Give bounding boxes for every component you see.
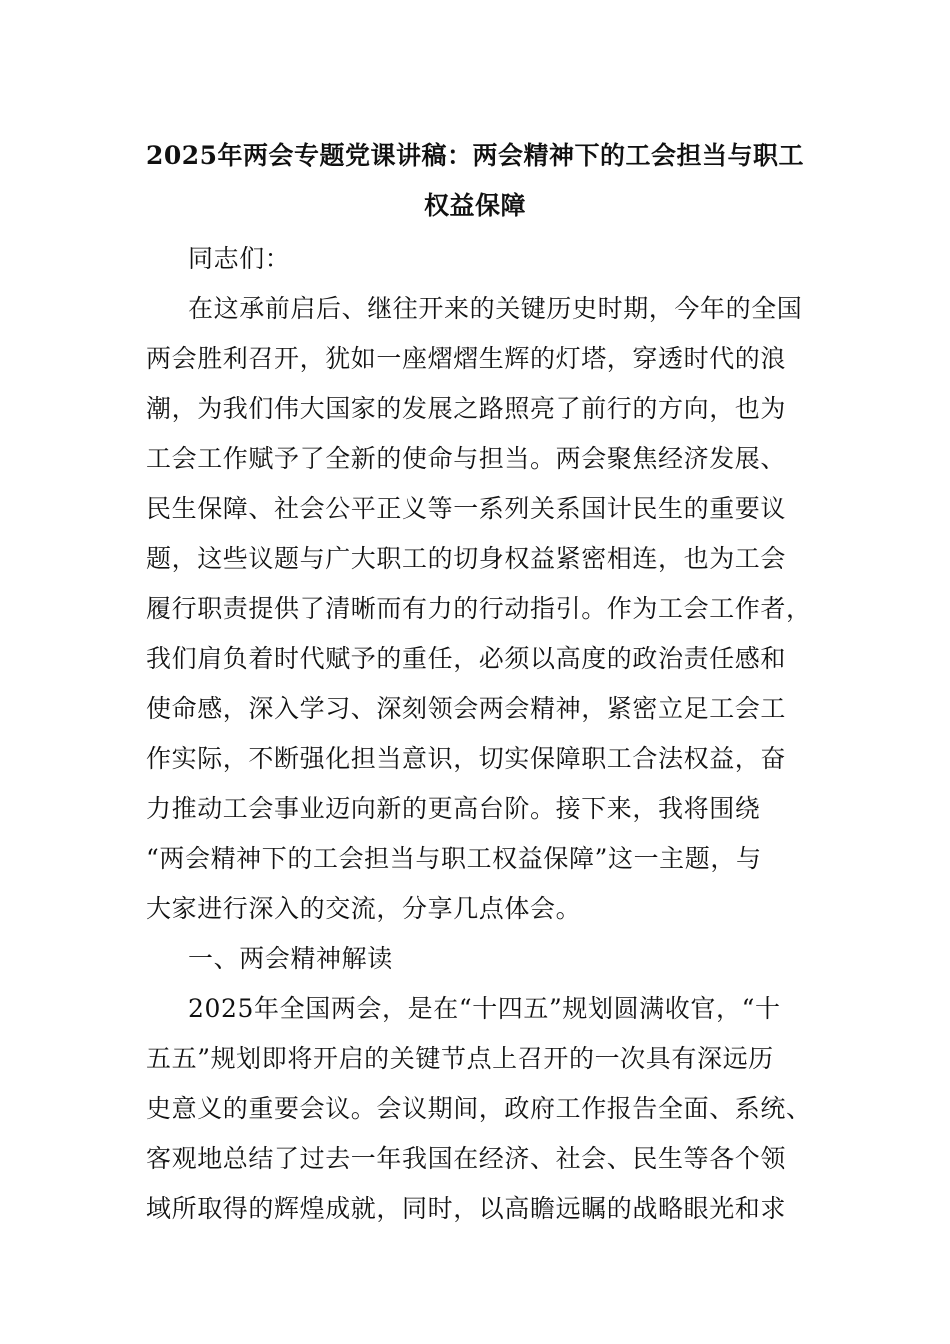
paragraph-2-line: 五五”规划即将开启的关键节点上召开的一次具有深远历 — [146, 1044, 774, 1073]
paragraph-1-line: 题，这些议题与广大职工的切身权益紧密相连，也为工会 — [146, 544, 787, 573]
document-title-line-1: 2025年两会专题党课讲稿：两会精神下的工会担当与职工 — [145, 141, 805, 170]
paragraph-1-line: 工会工作赋予了全新的使命与担当。两会聚焦经济发展、 — [146, 444, 787, 473]
paragraph-1-line: 大家进行深入的交流，分享几点体会。 — [146, 894, 582, 923]
paragraph-1-line: 力推动工会事业迈向新的更高台阶。接下来，我将围绕 — [146, 794, 761, 823]
paragraph-1-line: “两会精神下的工会担当与职工权益保障”这一主题，与 — [146, 844, 762, 873]
document-title-line-2: 权益保障 — [423, 191, 526, 220]
paragraph-2-line: 2025年全国两会，是在“十四五”规划圆满收官，“十 — [188, 994, 781, 1023]
paragraph-1-line: 履行职责提供了清晰而有力的行动指引。作为工会工作者， — [146, 594, 812, 623]
paragraph-2-line: 域所取得的辉煌成就，同时，以高瞻远瞩的战略眼光和求 — [146, 1194, 787, 1223]
paragraph-2-line: 史意义的重要会议。会议期间，政府工作报告全面、系统、 — [146, 1094, 812, 1123]
paragraph-1-line: 我们肩负着时代赋予的重任，必须以高度的政治责任感和 — [146, 644, 787, 673]
paragraph-1-line: 在这承前启后、继往开来的关键历史时期，今年的全国 — [188, 294, 803, 323]
paragraph-1-line: 使命感，深入学习、深刻领会两会精神，紧密立足工会工 — [146, 694, 787, 723]
salutation: 同志们： — [188, 244, 291, 273]
paragraph-1-line: 潮，为我们伟大国家的发展之路照亮了前行的方向，也为 — [146, 394, 787, 423]
paragraph-2-line: 客观地总结了过去一年我国在经济、社会、民生等各个领 — [146, 1144, 787, 1173]
paragraph-1-line: 民生保障、社会公平正义等一系列关系国计民生的重要议 — [146, 494, 787, 523]
paragraph-1-line: 作实际，不断强化担当意识，切实保障职工合法权益，奋 — [146, 744, 787, 773]
paragraph-1-line: 两会胜利召开，犹如一座熠熠生辉的灯塔，穿透时代的浪 — [146, 344, 787, 373]
section-1-heading: 一、两会精神解读 — [188, 944, 393, 973]
